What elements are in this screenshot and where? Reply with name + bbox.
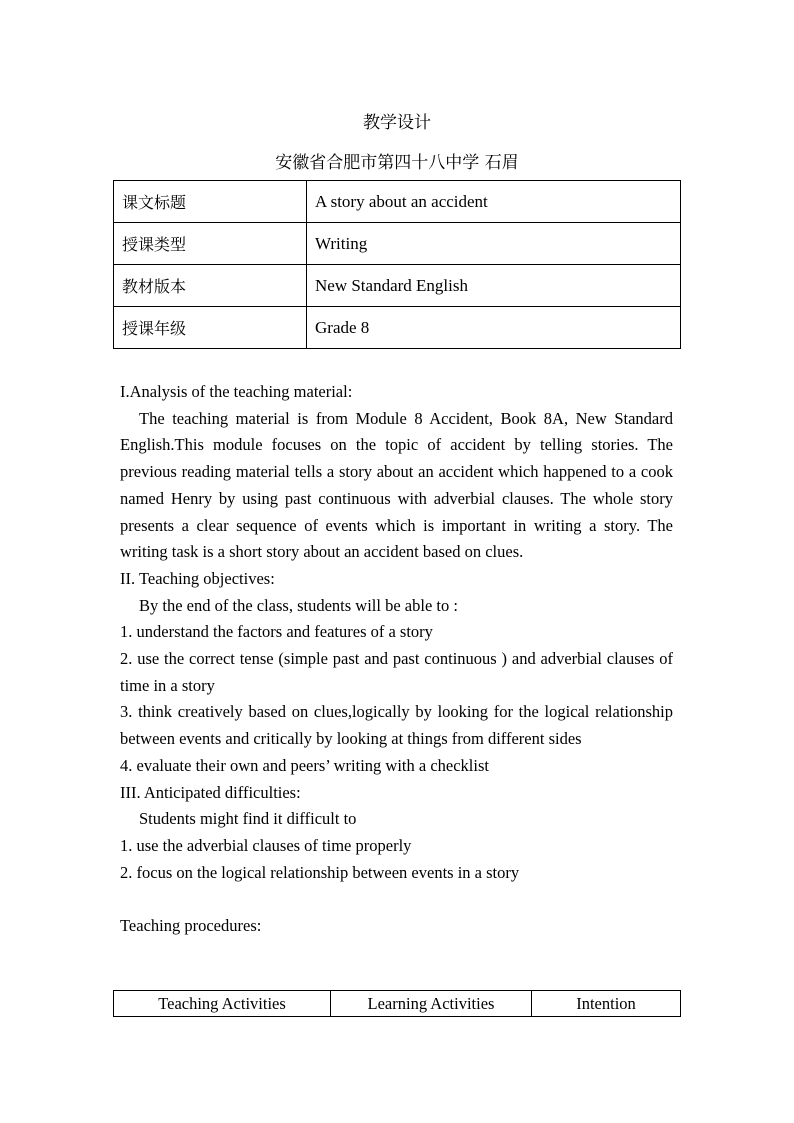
table-row: [114, 307, 681, 349]
info-key: 授课类型: [114, 223, 307, 265]
objective-item: 1. understand the factors and features of a story: [120, 622, 433, 642]
procedures-label: Teaching procedures:: [120, 916, 262, 936]
lesson-body: [120, 379, 673, 940]
document-title: 教学设计: [363, 113, 431, 133]
procedures-table: [113, 990, 681, 1017]
table-row: [114, 223, 681, 265]
blank-line: [120, 886, 673, 913]
table-row: [114, 265, 681, 307]
info-key: 课文标题: [114, 181, 307, 223]
section-heading-objectives: II. Teaching objectives:: [120, 568, 275, 588]
objectives-intro: By the end of the class, students will be able to :: [139, 595, 458, 615]
info-value: Writing: [307, 223, 681, 265]
column-header: Learning Activities: [331, 991, 532, 1017]
document-subtitle: 安徽省合肥市第四十八中学 石眉: [275, 153, 519, 173]
column-header: Teaching Activities: [114, 991, 331, 1017]
difficulty-item: 1. use the adverbial clauses of time properly: [120, 835, 412, 855]
table-row: [114, 181, 681, 223]
objective-item: 3. think creatively based on clues,logically by looking for the logical relationship between events and critically by looking at things from different sides: [120, 702, 673, 749]
info-key: 授课年级: [114, 307, 307, 349]
section-heading-analysis: I.Analysis of the teaching material:: [120, 382, 353, 401]
objective-item: 2. use the correct tense (simple past and past continuous ) and adverbial clauses of time in a story: [120, 649, 673, 695]
difficulties-intro: Students might find it difficult to: [139, 809, 357, 829]
info-value: A story about an accident: [307, 181, 681, 223]
objective-item: 4. evaluate their own and peers’ writing with a checklist: [120, 755, 489, 775]
column-header: Intention: [532, 991, 681, 1017]
section-heading-difficulties: III. Anticipated difficulties:: [120, 782, 301, 802]
difficulty-item: 2. focus on the logical relationship between events in a story: [120, 862, 520, 882]
table-header-row: [114, 991, 681, 1017]
analysis-paragraph: The teaching material is from Module 8 Accident, Book 8A, New Standard English.This module focuses on the topic of accident by telling stories. The previous reading material tells a story about an accident which happened to a cook named Henry by using past continuous with adverbial clauses. The whole story presents a clear sequence of events which is important in writing a story. The writing task is a short story about an accident based on clues.: [120, 408, 673, 562]
info-value: Grade 8: [307, 307, 681, 349]
info-value: New Standard English: [307, 265, 681, 307]
course-info-table: [113, 180, 681, 349]
info-key: 教材版本: [114, 265, 307, 307]
